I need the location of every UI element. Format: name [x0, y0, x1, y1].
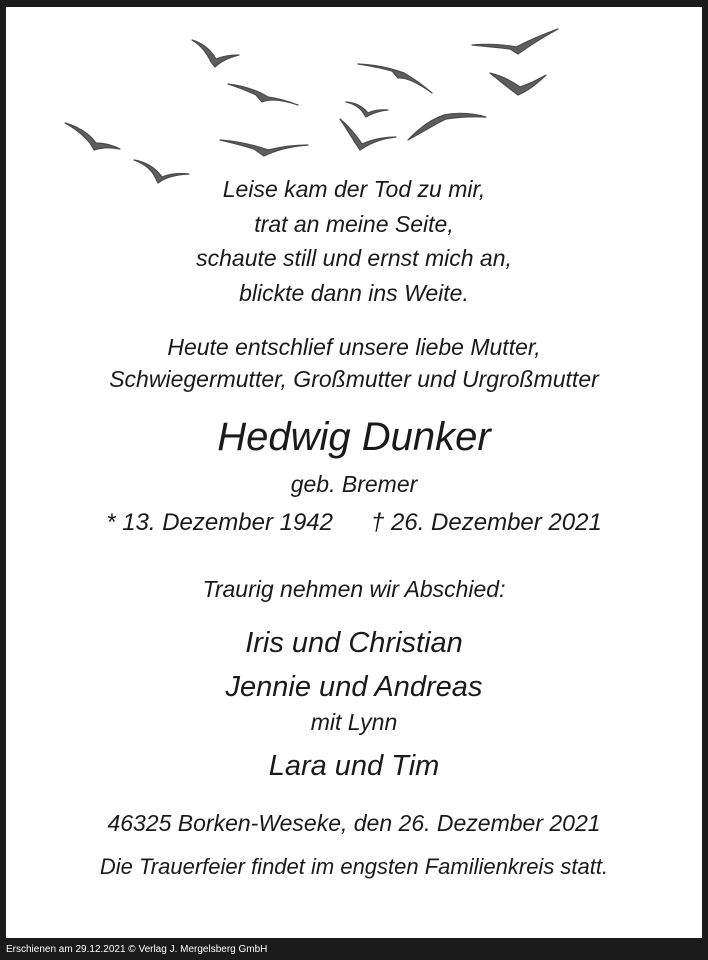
poem-line: blickte dann ins Weite. [239, 280, 469, 306]
seagull-icon [192, 40, 239, 67]
seagull-icon [490, 73, 546, 95]
intro-line: Schwiegermutter, Großmutter und Urgroßmutter [109, 366, 599, 392]
birth-date: * 13. Dezember 1942 [106, 509, 333, 536]
intro-line: Heute entschlief unsere liebe Mutter, [167, 334, 541, 360]
mourner-line: Lara und Tim [268, 750, 440, 782]
seagull-icon [220, 140, 308, 156]
poem-line: trat an meine Seite, [254, 211, 454, 237]
poem-line: Leise kam der Tod zu mir, [222, 176, 486, 202]
mourner-subline: mit Lynn [310, 709, 398, 735]
seagull-icon [65, 123, 120, 150]
poem-line: schaute still und ernst mich an, [196, 245, 512, 271]
life-dates [6, 511, 702, 535]
mourner-line: Iris und Christian [245, 627, 463, 659]
death-notice [6, 7, 702, 938]
seagull-icon [358, 64, 432, 93]
service-note: Die Trauerfeier findet im engsten Familienkreis statt. [99, 854, 609, 879]
seagull-icon [228, 84, 298, 105]
seagull-icon [346, 102, 388, 117]
publication-footer: Erschienen am 29.12.2021 © Verlag J. Mergelsberg GmbH [6, 944, 268, 955]
mourner-line: Jennie und Andreas [225, 671, 483, 703]
seagull-icon [472, 29, 558, 54]
mourning-line: Traurig nehmen wir Abschied: [202, 576, 506, 602]
deceased-name: Hedwig Dunker [217, 415, 491, 459]
death-date: † 26. Dezember 2021 [371, 509, 602, 536]
birth-name: geb. Bremer [290, 471, 418, 497]
seagull-icon [340, 119, 396, 150]
seagull-icon [408, 113, 486, 140]
place-and-date: 46325 Borken-Weseke, den 26. Dezember 2021 [107, 810, 601, 836]
